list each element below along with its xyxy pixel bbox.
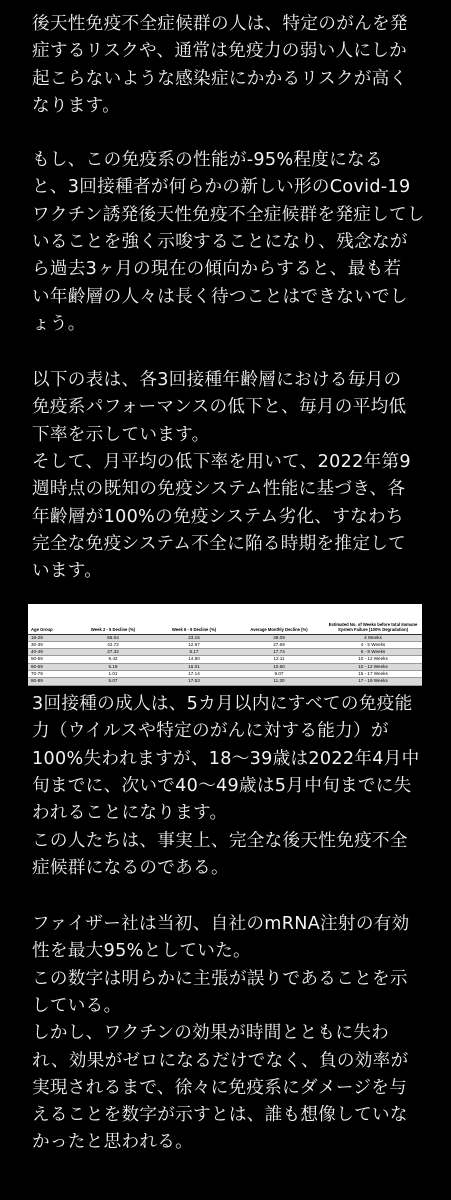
cell-age-group: 40-49 <box>28 649 72 656</box>
table-header-row <box>28 604 422 634</box>
paragraph-3-line-5: 週時点の既知の免疫システム性能に基づき、各 <box>32 479 406 500</box>
header-age-group: Age Group <box>28 604 72 634</box>
cell-weeks-before-failure: 10 - 12 Weeks <box>324 663 422 670</box>
cell-week-6-9: 16.01 <box>154 663 234 670</box>
paragraph-5-line-8: えることを数字が示すとは、誰も想像していな <box>32 1105 408 1126</box>
table-row <box>28 634 422 641</box>
table-row <box>28 678 422 685</box>
cell-week-2-5: 27.32 <box>72 649 154 656</box>
cell-weeks-before-failure: 6 - 8 Weeks <box>324 649 422 656</box>
paragraph-4-line-6: この人たちは、事実上、完全な後天性免疫不全 <box>32 830 408 851</box>
paragraph-3-line-8: います。 <box>32 561 103 582</box>
cell-week-6-9: 12.67 <box>154 641 234 648</box>
table-row <box>28 641 422 648</box>
cell-week-6-9: 14.80 <box>154 656 234 663</box>
cell-average-monthly: 11.30 <box>234 678 324 685</box>
cell-average-monthly: 27.69 <box>234 641 324 648</box>
decline-table-image <box>28 604 422 686</box>
paragraph-4-line-2: 力（ウイルスや特定のがんに対する能力）が <box>32 721 389 742</box>
cell-week-2-5: 55.04 <box>72 634 154 641</box>
paragraph-5-line-5: しかし、ワクチンの効果が時間とともに失わ <box>32 1023 389 1044</box>
paragraph-5-line-1: ファイザー社は当初、自社のmRNA注射の有効 <box>32 914 410 934</box>
cell-week-6-9: 23.15 <box>154 634 234 641</box>
cell-week-6-9: 17.53 <box>154 678 234 685</box>
cell-average-monthly: 17.74 <box>234 649 324 656</box>
cell-age-group: 18-29 <box>28 634 72 641</box>
cell-age-group: 50-59 <box>28 656 72 663</box>
header-weeks-before-failure: Estimated No. of Weeks before total Immune System Failure (100% Degradation) <box>324 604 422 634</box>
paragraph-1-line-2: 症するリスクや、通常は免疫力の弱い人にしか <box>32 41 408 62</box>
paragraph-2-line-4: いることを強く示唆することになり、残念なが <box>32 231 408 252</box>
header-week-6-9: Week 6 - 9 Decline (%) <box>154 604 234 634</box>
cell-average-monthly: 39.09 <box>234 634 324 641</box>
immune-decline-table <box>28 604 422 686</box>
paragraph-5-line-7: 実現されるまで、徐々に免疫系にダメージを与 <box>32 1077 408 1098</box>
cell-week-2-5: 5.07 <box>72 678 154 685</box>
paragraph-1-line-3: 起こらないような感染症にかかるリスクが高く <box>32 68 408 89</box>
table-row <box>28 670 422 677</box>
paragraph-5-line-2: 性を最大95%としていた。 <box>32 941 251 962</box>
paragraph-5-line-6: れ、効果がゼロになるだけでなく、負の効率が <box>32 1050 409 1071</box>
paragraph-5-line-9: かったと思われる。 <box>32 1132 194 1153</box>
cell-average-monthly: 12.11 <box>234 656 324 663</box>
paragraph-2-line-1: もし、この免疫系の性能が-95%程度になる <box>32 150 383 170</box>
table-row <box>28 649 422 656</box>
paragraph-2-line-7: ょう。 <box>32 313 86 334</box>
cell-weeks-before-failure: 10 - 12 Weeks <box>324 656 422 663</box>
paragraph-2-line-6: い年齢層の人々は長く待つことはできないでし <box>32 286 408 307</box>
paragraph-3-line-2: 免疫系パフォーマンスの低下と、毎月の平均低 <box>32 397 407 418</box>
cell-weeks-before-failure: 4 Weeks <box>324 634 422 641</box>
paragraph-4-line-7: 症候群になるのである。 <box>32 857 229 878</box>
cell-week-2-5: 9.42 <box>72 656 154 663</box>
cell-week-2-5: 5.19 <box>72 663 154 670</box>
cell-week-6-9: 17.14 <box>154 670 234 677</box>
table-body <box>28 634 422 685</box>
paragraph-1-line-4: なります。 <box>32 95 121 116</box>
header-average-monthly: Average Monthly Decline (%) <box>234 604 324 634</box>
paragraph-5-line-3: この数字は明らかに主張が誤りであることを示 <box>32 968 408 989</box>
table-row <box>28 656 422 663</box>
paragraph-2-line-5: ら過去3ヶ月の現在の傾向からすると、最も若 <box>32 259 402 280</box>
paragraph-3-line-1: 以下の表は、各3回接種年齢層における毎月の <box>32 370 402 390</box>
paragraph-5-line-4: している。 <box>32 995 122 1016</box>
paragraph-4-line-1: 3回接種の成人は、5カ月以内にすべての免疫能 <box>32 694 413 714</box>
cell-age-group: 70-79 <box>28 670 72 677</box>
table-row <box>28 663 422 670</box>
paragraph-3-line-6: 年齢層が100%の免疫システム劣化、すなわち <box>32 506 404 527</box>
cell-age-group: 80-89 <box>28 678 72 685</box>
cell-week-2-5: 42.72 <box>72 641 154 648</box>
cell-average-monthly: 9.07 <box>234 670 324 677</box>
cell-weeks-before-failure: 17 - 19 Weeks <box>324 678 422 685</box>
paragraph-2-line-3: ワクチン誘発後天性免疫不全症候群を発症してし <box>32 204 425 225</box>
paragraph-4-line-5: われることになります。 <box>32 803 228 824</box>
cell-week-2-5: 1.01 <box>72 670 154 677</box>
paragraph-3-line-4: そして、月平均の低下率を用いて、2022年第9 <box>32 451 411 472</box>
cell-week-6-9: 8.17 <box>154 649 234 656</box>
paragraph-3-line-3: 下率を示しています。 <box>32 424 210 445</box>
cell-weeks-before-failure: 15 - 17 Weeks <box>324 670 422 677</box>
paragraph-2-line-2: と、3回接種者が何らかの新しい形のCovid-19 <box>32 177 411 198</box>
header-week-2-5: Week 2 - 5 Decline (%) <box>72 604 154 634</box>
cell-age-group: 30-39 <box>28 641 72 648</box>
paragraph-1-line-1: 後天性免疫不全症候群の人は、特定のがんを発 <box>32 14 408 34</box>
paragraph-3-line-7: 完全な免疫システム不全に陥る時期を推定して <box>32 533 407 554</box>
cell-average-monthly: 10.60 <box>234 663 324 670</box>
paragraph-4-line-3: 100%失われますが、18〜39歳は2022年4月中 <box>32 748 420 769</box>
paragraph-4-line-4: 旬までに、次いで40〜49歳は5月中旬までに失 <box>32 775 412 796</box>
cell-weeks-before-failure: 4 - 5 Weeks <box>324 641 422 648</box>
cell-age-group: 60-69 <box>28 663 72 670</box>
